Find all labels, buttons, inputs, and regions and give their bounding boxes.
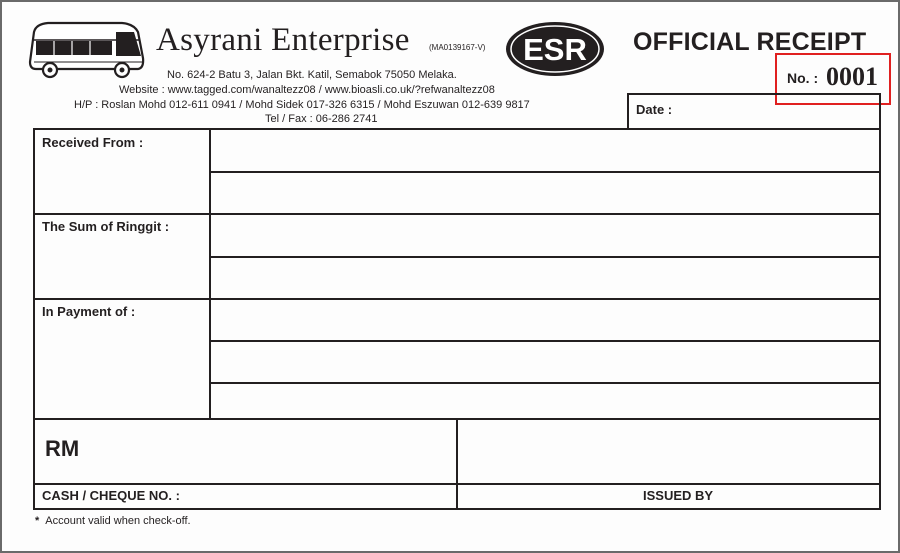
company-tel-fax: Tel / Fax : 06-286 2741 <box>265 113 378 125</box>
date-label: Date : <box>636 102 673 117</box>
section-divider <box>35 213 881 215</box>
sum-line[interactable] <box>209 256 881 258</box>
payment-label: In Payment of : <box>42 304 136 319</box>
registration-number: (MA0139167-V) <box>429 43 486 52</box>
section-divider <box>35 418 881 420</box>
received-from-label: Received From : <box>42 135 144 150</box>
bus-icon <box>26 18 148 80</box>
sum-label: The Sum of Ringgit : <box>42 219 170 234</box>
asterisk-icon: * <box>35 515 40 527</box>
receipt-grid <box>33 128 881 510</box>
company-address: No. 624-2 Batu 3, Jalan Bkt. Katil, Semabok 75050 Melaka. <box>167 69 457 81</box>
company-website: Website : www.tagged.com/wanaltezz08 / www.bioasli.co.uk/?refwanaltezz08 <box>119 84 495 96</box>
footer-note <box>35 515 191 527</box>
amount-signature-divider <box>456 418 458 510</box>
cash-cheque-label: CASH / CHEQUE NO. : <box>42 488 180 503</box>
receipt-number-label: No. : <box>787 70 819 86</box>
issued-by-label: ISSUED BY <box>643 488 714 503</box>
received-from-line[interactable] <box>209 171 881 173</box>
receipt-number: 0001 <box>826 62 878 91</box>
payment-line[interactable] <box>209 382 881 384</box>
footer-row-divider <box>35 483 881 485</box>
company-name: Asyrani Enterprise <box>156 22 410 58</box>
esr-logo <box>504 20 606 78</box>
rm-label: RM <box>45 436 80 461</box>
receipt-title: OFFICIAL RECEIPT <box>633 28 867 56</box>
company-phone: H/P : Roslan Mohd 012-611 0941 / Mohd Sidek 017-326 6315 / Mohd Eszuwan 012-639 9817 <box>74 99 530 111</box>
section-divider <box>35 298 881 300</box>
payment-line[interactable] <box>209 340 881 342</box>
logo-text: ESR <box>523 32 587 67</box>
label-column-divider <box>209 130 211 418</box>
footer-note-text: Account valid when check-off. <box>45 515 191 527</box>
